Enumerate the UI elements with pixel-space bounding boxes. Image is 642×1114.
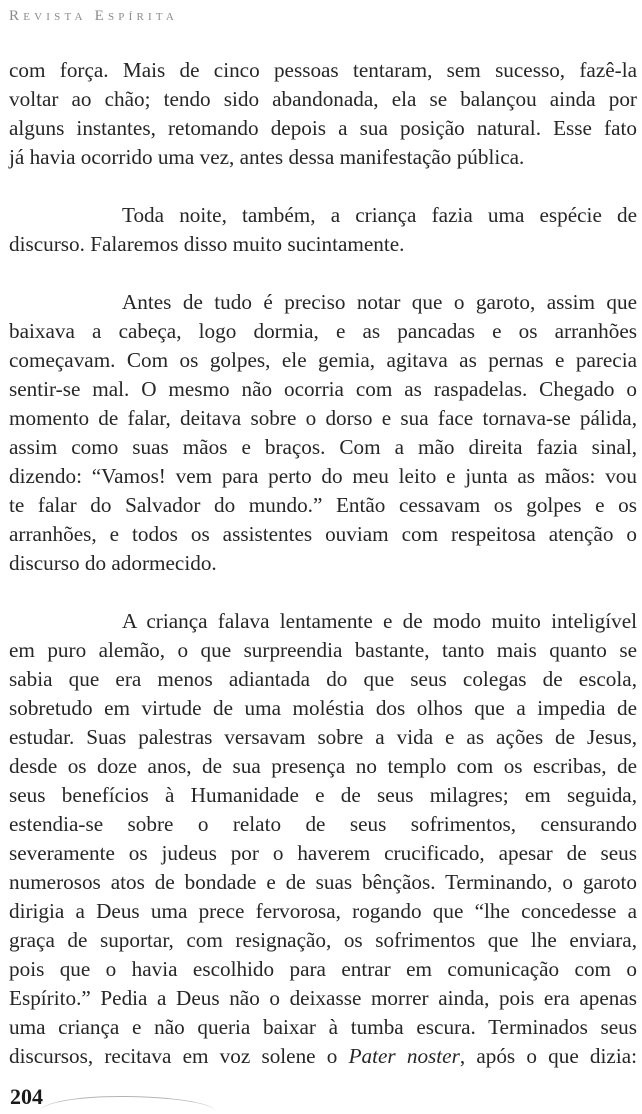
text-segment: , após o que dizia: — [459, 1044, 637, 1068]
text-line: graça de suportar, com resignação, os sofrimentos que lhe enviara, — [9, 928, 637, 952]
running-head: Revista Espírita — [9, 8, 179, 24]
text-line: numerosos atos de bondade e de suas bênçãos. Terminando, o garoto — [9, 870, 637, 894]
text-segment: discursos, recitava em voz solene o — [9, 1044, 349, 1068]
text-line: assim como suas mãos e braços. Com a mão direita fazia sinal, — [9, 435, 637, 459]
text-line: te falar do Salvador do mundo.” Então cessavam os golpes e os — [9, 493, 637, 517]
text-line-final — [9, 1042, 637, 1071]
text-line: sentir-se mal. O mesmo não ocorria com as raspadelas. Chegado o — [9, 377, 637, 401]
text-line: em puro alemão, o que surpreendia bastante, tanto mais quanto se — [9, 638, 637, 662]
text-line: Antes de tudo é preciso notar que o garoto, assim que — [122, 290, 637, 314]
text-line: dizendo: “Vamos! vem para perto do meu leito e junta as mãos: vou — [9, 464, 637, 488]
text-line: discurso. Falaremos disso muito sucintamente. — [9, 232, 405, 256]
text-line: Toda noite, também, a criança fazia uma espécie de — [122, 203, 637, 227]
text-line: desde os doze anos, de sua presença no templo com os escribas, de — [9, 754, 637, 778]
text-line: estendia-se sobre o relato de seus sofrimentos, censurando — [9, 812, 637, 836]
text-line: seus benefícios à Humanidade e de seus milagres; em seguida, — [9, 783, 637, 807]
text-line: discurso do adormecido. — [9, 551, 217, 575]
text-line: uma criança e não queria baixar à tumba escura. Terminados seus — [9, 1015, 637, 1039]
text-line: estudar. Suas palestras versavam sobre a vida e as ações de Jesus, — [9, 725, 637, 749]
text-line: momento de falar, deitava sobre o dorso e sua face tornava-se pálida, — [9, 406, 637, 430]
text-line: A criança falava lentamente e de modo muito inteligível — [122, 609, 637, 633]
text-line: com força. Mais de cinco pessoas tentaram, sem sucesso, fazê-la — [9, 58, 637, 82]
italic-title: Pater noster — [348, 1044, 460, 1068]
text-line: Espírito.” Pedia a Deus não o deixasse morrer ainda, pois era apenas — [9, 986, 637, 1010]
footer-ornament — [40, 1096, 215, 1113]
text-line: dirigia a Deus uma prece fervorosa, rogando que “lhe concedesse a — [9, 899, 637, 923]
text-line: baixava a cabeça, logo dormia, e as pancadas e os arranhões — [9, 319, 637, 343]
paragraph-1 — [9, 56, 637, 172]
text-line: severamente os judeus por o haverem crucificado, apesar de seus — [9, 841, 637, 865]
text-line: voltar ao chão; tendo sido abandonada, ela se balançou ainda por — [9, 87, 637, 111]
paragraph-2 — [9, 201, 637, 259]
text-line: pois que o havia escolhido para entrar em comunicação com o — [9, 957, 637, 981]
paragraph-3 — [9, 288, 637, 578]
text-line: sabia que era menos adiantada do que seus colegas de escola, — [9, 667, 637, 691]
page-number: 204 — [10, 1084, 43, 1109]
text-line: arranhões, e todos os assistentes ouviam com respeitosa atenção o — [9, 522, 637, 546]
text-line: já havia ocorrido uma vez, antes dessa manifestação pública. — [9, 145, 525, 169]
paragraph-4 — [9, 607, 637, 1071]
text-line: sobretudo em virtude de uma moléstia dos olhos que a impedia de — [9, 696, 637, 720]
text-line: começavam. Com os golpes, ele gemia, agitava as pernas e parecia — [9, 348, 637, 372]
body-text — [9, 56, 637, 1071]
text-line: alguns instantes, retomando depois a sua posição natural. Esse fato — [9, 116, 637, 140]
